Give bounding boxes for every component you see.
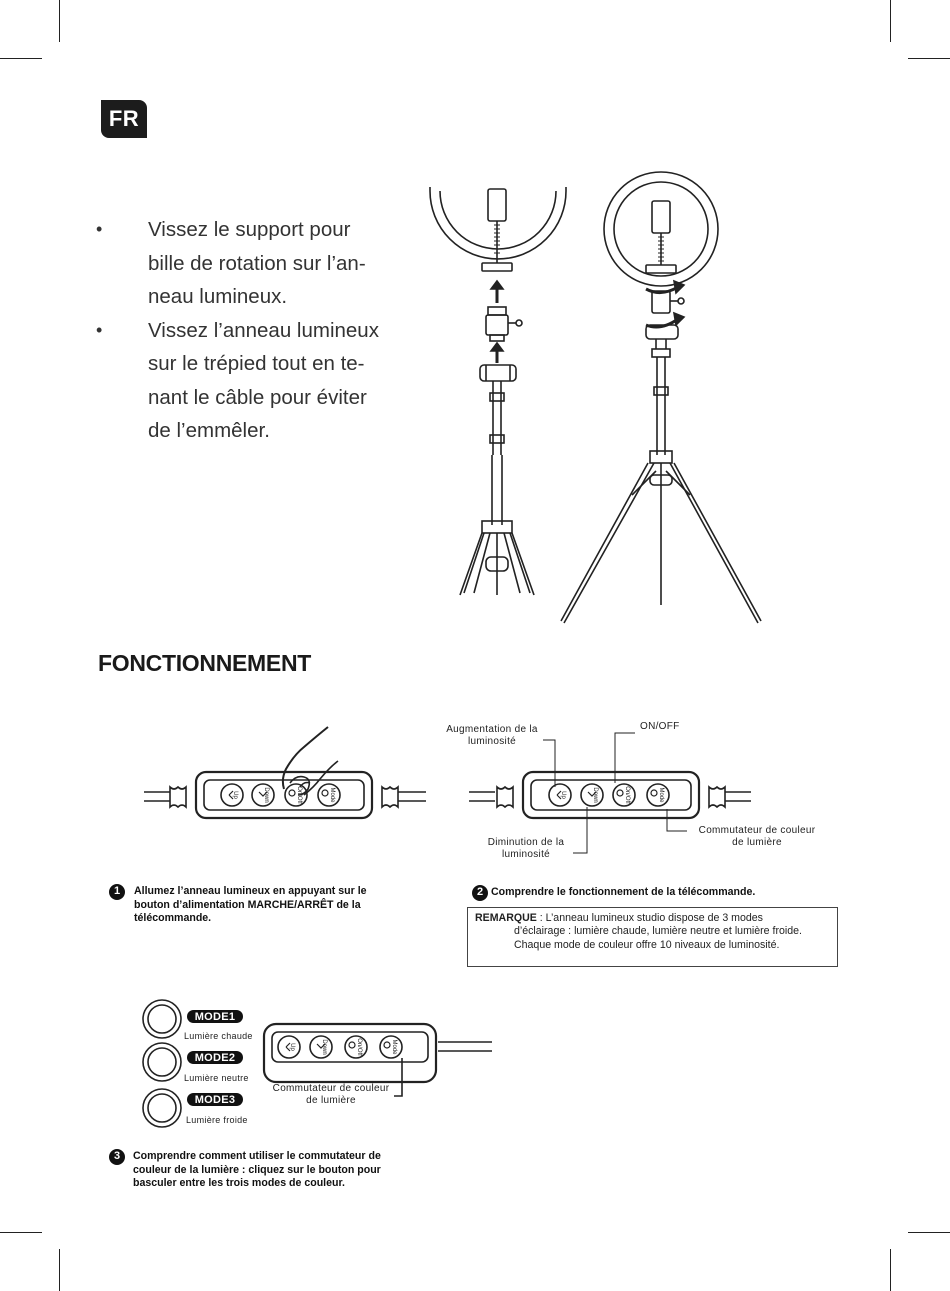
remote-button-label: Up — [560, 791, 566, 799]
section-title: FONCTIONNEMENT — [98, 650, 312, 676]
note-text-first: : L’anneau lumineux studio dispose de 3 modes — [536, 912, 763, 924]
brightness-down-label: Diminution de la luminosité — [487, 837, 565, 860]
mode-description: Lumière neutre — [184, 1073, 249, 1083]
language-badge: FR — [101, 100, 147, 138]
mode-description: Lumière froide — [186, 1115, 248, 1125]
remote-button-label: On/Off — [356, 1038, 362, 1056]
step-number: 1 — [109, 884, 125, 900]
step-1 — [109, 885, 429, 926]
remote-button-label: On/Off — [624, 786, 630, 804]
brightness-up-label: Augmentation de la luminosité — [446, 724, 538, 747]
bullet-dot: • — [96, 219, 103, 239]
remote-button-label: Up — [289, 1043, 295, 1051]
remote-button-label: Up — [232, 791, 238, 799]
step-text: Comprendre le fonctionnement de la télécommande. — [491, 886, 756, 898]
mode-description: Lumière chaude — [184, 1031, 253, 1041]
crop-mark — [59, 1249, 60, 1291]
mode-badge: MODE3 — [187, 1093, 243, 1106]
assembly-instructions — [96, 213, 416, 448]
crop-mark — [890, 0, 891, 42]
note-label: REMARQUE — [475, 912, 537, 924]
mode-badge: MODE2 — [187, 1051, 243, 1064]
step-number: 2 — [472, 885, 488, 901]
crop-mark — [908, 1232, 950, 1233]
remote-button-label: Mode — [658, 787, 664, 803]
remote-button-label: Mode — [329, 787, 335, 803]
step-3 — [109, 1150, 439, 1191]
crop-mark — [59, 0, 60, 42]
on-off-label: ON/OFF — [640, 721, 680, 732]
crop-mark — [0, 1232, 42, 1233]
bullet-item — [96, 213, 416, 314]
bullet-text: Vissez le support pour bille de rotation sur l’an- neau lumineux. — [148, 218, 366, 308]
crop-mark — [890, 1249, 891, 1291]
color-switch-label: Commutateur de couleur de lumière — [272, 1083, 390, 1106]
step-text: Comprendre comment utiliser le commutateur de couleur de la lumière : cliquez sur le bouton pour basculer entre les trois modes de couleur. — [133, 1150, 381, 1189]
bullet-dot: • — [96, 319, 103, 340]
mode-rings-illustration — [140, 998, 186, 1132]
remote-button-label: Down — [321, 1039, 327, 1055]
bullet-text: Vissez l’anneau lumineux sur le trépied tout en te- nant le câble pour éviter de l’emmêler. — [148, 318, 379, 442]
step-number: 3 — [109, 1149, 125, 1165]
step-text: Allumez l’anneau lumineux en appuyant sur le bouton d’alimentation MARCHE/ARRÊT de la télécommande. — [134, 885, 367, 924]
crop-mark — [0, 58, 42, 59]
crop-mark — [908, 58, 950, 59]
note-box — [467, 907, 838, 967]
remote-button-label: Mode — [391, 1039, 397, 1055]
remote-button-label: Down — [592, 787, 598, 803]
color-switch-label: Commutateur de couleur de lumière — [698, 825, 816, 848]
bullet-item — [96, 314, 416, 448]
remote-button-label: On/Off — [296, 786, 302, 804]
remote-power-illustration — [140, 725, 430, 825]
tripod-assembly-illustration — [420, 165, 770, 635]
note-text-rest: d’éclairage : lumière chaude, lumière neutre et lumière froide. Chaque mode de couleur offre 10 niveaux de luminosité. — [514, 925, 802, 951]
remote-button-label: Down — [263, 787, 269, 803]
step-2 — [472, 886, 832, 901]
mode-badge: MODE1 — [187, 1010, 243, 1023]
